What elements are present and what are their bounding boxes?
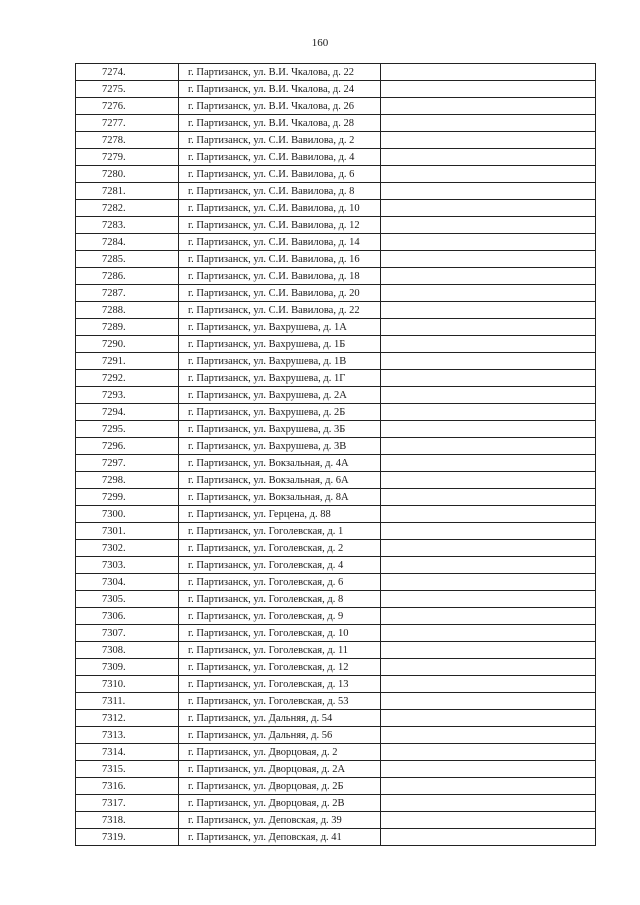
address-cell: г. Партизанск, ул. Деповская, д. 41 [179, 829, 381, 846]
row-number-cell: 7286. [76, 268, 179, 285]
table-row [76, 812, 596, 829]
row-number-cell: 7308. [76, 642, 179, 659]
table-row [76, 727, 596, 744]
empty-cell [381, 200, 596, 217]
row-number-cell: 7294. [76, 404, 179, 421]
address-cell: г. Партизанск, ул. С.И. Вавилова, д. 8 [179, 183, 381, 200]
empty-cell [381, 183, 596, 200]
empty-cell [381, 370, 596, 387]
address-cell: г. Партизанск, ул. Вахрушева, д. 1А [179, 319, 381, 336]
row-number-cell: 7276. [76, 98, 179, 115]
empty-cell [381, 710, 596, 727]
row-number-cell: 7314. [76, 744, 179, 761]
empty-cell [381, 829, 596, 846]
address-cell: г. Партизанск, ул. Вахрушева, д. 3Б [179, 421, 381, 438]
address-cell: г. Партизанск, ул. С.И. Вавилова, д. 16 [179, 251, 381, 268]
empty-cell [381, 489, 596, 506]
table-row [76, 268, 596, 285]
address-cell: г. Партизанск, ул. Гоголевская, д. 13 [179, 676, 381, 693]
table-row [76, 336, 596, 353]
table-row [76, 404, 596, 421]
row-number-cell: 7288. [76, 302, 179, 319]
table-row [76, 455, 596, 472]
row-number-cell: 7284. [76, 234, 179, 251]
table-row [76, 676, 596, 693]
table-row [76, 353, 596, 370]
row-number-cell: 7275. [76, 81, 179, 98]
address-cell: г. Партизанск, ул. В.И. Чкалова, д. 28 [179, 115, 381, 132]
row-number-cell: 7317. [76, 795, 179, 812]
empty-cell [381, 336, 596, 353]
table-row [76, 642, 596, 659]
table-row [76, 557, 596, 574]
address-cell: г. Партизанск, ул. Гоголевская, д. 53 [179, 693, 381, 710]
address-cell: г. Партизанск, ул. Вокзальная, д. 8А [179, 489, 381, 506]
table-row [76, 438, 596, 455]
empty-cell [381, 438, 596, 455]
address-table [75, 63, 596, 846]
empty-cell [381, 387, 596, 404]
empty-cell [381, 285, 596, 302]
table-row [76, 200, 596, 217]
table-row [76, 115, 596, 132]
empty-cell [381, 540, 596, 557]
table-row [76, 319, 596, 336]
address-cell: г. Партизанск, ул. Гоголевская, д. 6 [179, 574, 381, 591]
table-row [76, 387, 596, 404]
table-row [76, 183, 596, 200]
row-number-cell: 7277. [76, 115, 179, 132]
address-cell: г. Партизанск, ул. В.И. Чкалова, д. 22 [179, 64, 381, 81]
table-row [76, 302, 596, 319]
row-number-cell: 7306. [76, 608, 179, 625]
table-row [76, 744, 596, 761]
table-row [76, 795, 596, 812]
table-row [76, 829, 596, 846]
table-row [76, 285, 596, 302]
row-number-cell: 7285. [76, 251, 179, 268]
table-row [76, 540, 596, 557]
empty-cell [381, 727, 596, 744]
row-number-cell: 7310. [76, 676, 179, 693]
empty-cell [381, 81, 596, 98]
row-number-cell: 7296. [76, 438, 179, 455]
empty-cell [381, 761, 596, 778]
table-row [76, 81, 596, 98]
empty-cell [381, 795, 596, 812]
row-number-cell: 7278. [76, 132, 179, 149]
table-row [76, 778, 596, 795]
table-row [76, 489, 596, 506]
address-cell: г. Партизанск, ул. Дальняя, д. 56 [179, 727, 381, 744]
row-number-cell: 7313. [76, 727, 179, 744]
table-row [76, 217, 596, 234]
address-cell: г. Партизанск, ул. С.И. Вавилова, д. 6 [179, 166, 381, 183]
row-number-cell: 7305. [76, 591, 179, 608]
row-number-cell: 7318. [76, 812, 179, 829]
table-row [76, 472, 596, 489]
row-number-cell: 7281. [76, 183, 179, 200]
address-cell: г. Партизанск, ул. Гоголевская, д. 9 [179, 608, 381, 625]
row-number-cell: 7289. [76, 319, 179, 336]
table-row [76, 710, 596, 727]
table-row [76, 523, 596, 540]
row-number-cell: 7291. [76, 353, 179, 370]
empty-cell [381, 64, 596, 81]
empty-cell [381, 115, 596, 132]
empty-cell [381, 217, 596, 234]
address-cell: г. Партизанск, ул. Деповская, д. 39 [179, 812, 381, 829]
row-number-cell: 7312. [76, 710, 179, 727]
address-cell: г. Партизанск, ул. С.И. Вавилова, д. 10 [179, 200, 381, 217]
row-number-cell: 7300. [76, 506, 179, 523]
address-cell: г. Партизанск, ул. В.И. Чкалова, д. 24 [179, 81, 381, 98]
empty-cell [381, 149, 596, 166]
empty-cell [381, 251, 596, 268]
address-cell: г. Партизанск, ул. В.И. Чкалова, д. 26 [179, 98, 381, 115]
table-row [76, 234, 596, 251]
address-cell: г. Партизанск, ул. Гоголевская, д. 12 [179, 659, 381, 676]
address-cell: г. Партизанск, ул. Вахрушева, д. 1В [179, 353, 381, 370]
empty-cell [381, 302, 596, 319]
address-cell: г. Партизанск, ул. Вахрушева, д. 2Б [179, 404, 381, 421]
address-cell: г. Партизанск, ул. Дворцовая, д. 2Б [179, 778, 381, 795]
table-row [76, 693, 596, 710]
page-number: 160 [311, 37, 329, 49]
row-number-cell: 7295. [76, 421, 179, 438]
address-cell: г. Партизанск, ул. Гоголевская, д. 11 [179, 642, 381, 659]
table-row [76, 591, 596, 608]
table-row [76, 370, 596, 387]
row-number-cell: 7304. [76, 574, 179, 591]
empty-cell [381, 557, 596, 574]
row-number-cell: 7282. [76, 200, 179, 217]
address-cell: г. Партизанск, ул. Дворцовая, д. 2А [179, 761, 381, 778]
row-number-cell: 7315. [76, 761, 179, 778]
row-number-cell: 7302. [76, 540, 179, 557]
table-row [76, 421, 596, 438]
address-cell: г. Партизанск, ул. Дальняя, д. 54 [179, 710, 381, 727]
address-cell: г. Партизанск, ул. Вокзальная, д. 4А [179, 455, 381, 472]
address-cell: г. Партизанск, ул. Дворцовая, д. 2В [179, 795, 381, 812]
empty-cell [381, 744, 596, 761]
address-cell: г. Партизанск, ул. Гоголевская, д. 4 [179, 557, 381, 574]
empty-cell [381, 319, 596, 336]
address-cell: г. Партизанск, ул. С.И. Вавилова, д. 14 [179, 234, 381, 251]
row-number-cell: 7298. [76, 472, 179, 489]
address-cell: г. Партизанск, ул. Герцена, д. 88 [179, 506, 381, 523]
empty-cell [381, 812, 596, 829]
row-number-cell: 7280. [76, 166, 179, 183]
empty-cell [381, 625, 596, 642]
row-number-cell: 7309. [76, 659, 179, 676]
address-cell: г. Партизанск, ул. Гоголевская, д. 1 [179, 523, 381, 540]
table-row [76, 166, 596, 183]
address-cell: г. Партизанск, ул. Вахрушева, д. 1Г [179, 370, 381, 387]
empty-cell [381, 659, 596, 676]
empty-cell [381, 455, 596, 472]
address-table-body [76, 64, 596, 846]
address-cell: г. Партизанск, ул. Вахрушева, д. 2А [179, 387, 381, 404]
address-cell: г. Партизанск, ул. Вахрушева, д. 3В [179, 438, 381, 455]
row-number-cell: 7301. [76, 523, 179, 540]
table-row [76, 251, 596, 268]
address-cell: г. Партизанск, ул. Гоголевская, д. 10 [179, 625, 381, 642]
row-number-cell: 7283. [76, 217, 179, 234]
empty-cell [381, 591, 596, 608]
table-row [76, 64, 596, 81]
row-number-cell: 7279. [76, 149, 179, 166]
empty-cell [381, 506, 596, 523]
row-number-cell: 7274. [76, 64, 179, 81]
address-cell: г. Партизанск, ул. Вахрушева, д. 1Б [179, 336, 381, 353]
row-number-cell: 7316. [76, 778, 179, 795]
table-row [76, 149, 596, 166]
table-row [76, 761, 596, 778]
empty-cell [381, 234, 596, 251]
table-row [76, 608, 596, 625]
empty-cell [381, 574, 596, 591]
empty-cell [381, 778, 596, 795]
empty-cell [381, 132, 596, 149]
address-cell: г. Партизанск, ул. С.И. Вавилова, д. 20 [179, 285, 381, 302]
row-number-cell: 7290. [76, 336, 179, 353]
address-cell: г. Партизанск, ул. С.И. Вавилова, д. 2 [179, 132, 381, 149]
table-row [76, 625, 596, 642]
empty-cell [381, 676, 596, 693]
empty-cell [381, 353, 596, 370]
address-cell: г. Партизанск, ул. Гоголевская, д. 2 [179, 540, 381, 557]
table-row [76, 506, 596, 523]
empty-cell [381, 98, 596, 115]
address-cell: г. Партизанск, ул. Вокзальная, д. 6А [179, 472, 381, 489]
row-number-cell: 7303. [76, 557, 179, 574]
empty-cell [381, 166, 596, 183]
table-row [76, 574, 596, 591]
address-cell: г. Партизанск, ул. Гоголевская, д. 8 [179, 591, 381, 608]
table-row [76, 132, 596, 149]
row-number-cell: 7297. [76, 455, 179, 472]
table-row [76, 659, 596, 676]
table-row [76, 98, 596, 115]
row-number-cell: 7293. [76, 387, 179, 404]
empty-cell [381, 404, 596, 421]
row-number-cell: 7307. [76, 625, 179, 642]
address-cell: г. Партизанск, ул. С.И. Вавилова, д. 22 [179, 302, 381, 319]
row-number-cell: 7299. [76, 489, 179, 506]
empty-cell [381, 268, 596, 285]
empty-cell [381, 693, 596, 710]
empty-cell [381, 472, 596, 489]
empty-cell [381, 642, 596, 659]
empty-cell [381, 421, 596, 438]
address-cell: г. Партизанск, ул. С.И. Вавилова, д. 18 [179, 268, 381, 285]
row-number-cell: 7287. [76, 285, 179, 302]
row-number-cell: 7319. [76, 829, 179, 846]
row-number-cell: 7311. [76, 693, 179, 710]
row-number-cell: 7292. [76, 370, 179, 387]
address-cell: г. Партизанск, ул. С.И. Вавилова, д. 4 [179, 149, 381, 166]
address-cell: г. Партизанск, ул. С.И. Вавилова, д. 12 [179, 217, 381, 234]
empty-cell [381, 608, 596, 625]
address-cell: г. Партизанск, ул. Дворцовая, д. 2 [179, 744, 381, 761]
empty-cell [381, 523, 596, 540]
